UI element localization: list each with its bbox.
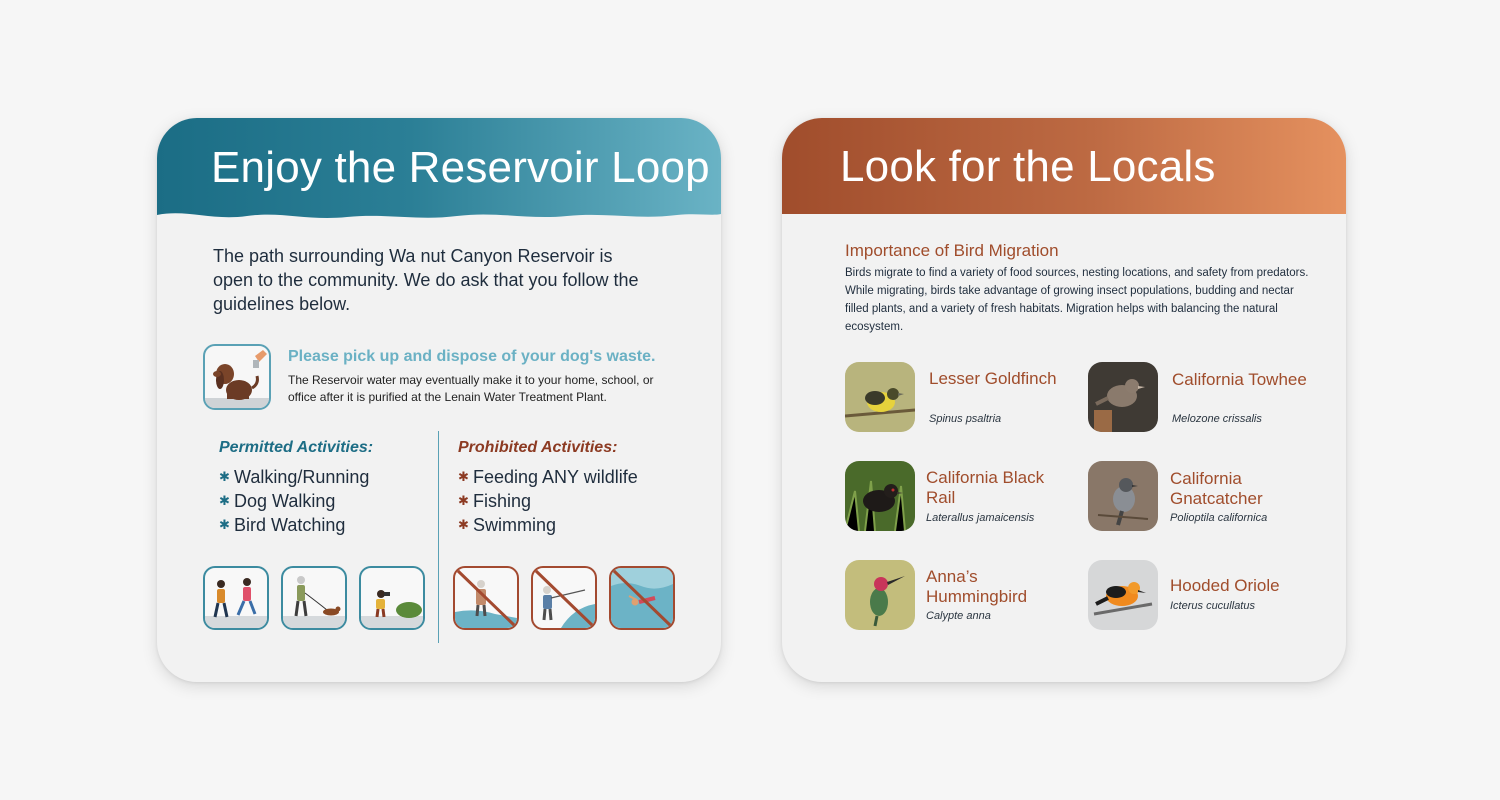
bullet-icon: ✱ bbox=[219, 493, 230, 508]
bird-name: Anna’s Hummingbird bbox=[926, 567, 1028, 606]
bird-name: California Gnatcatcher bbox=[1170, 469, 1263, 508]
dog-waste-icon bbox=[203, 344, 271, 410]
intro-text: The path surrounding Wa nut Canyon Reservoir is open to the community. We do ask that you follow the guidelines below. bbox=[213, 246, 639, 314]
bullet-icon: ✱ bbox=[219, 517, 230, 532]
reservoir-loop-card bbox=[157, 118, 721, 682]
migration-heading: Importance of Bird Migration bbox=[845, 241, 1059, 260]
permitted-activities-title: Permitted Activities: bbox=[219, 439, 374, 456]
no-feeding-wildlife-icon bbox=[453, 566, 519, 630]
bird-watching-icon bbox=[359, 566, 425, 630]
bird-name: Lesser Goldfinch bbox=[929, 369, 1057, 388]
bird-scientific-name: Calypte anna bbox=[926, 610, 991, 622]
list-item: ✱ Walking/Running bbox=[219, 467, 370, 487]
bird-scientific-name: Spinus psaltria bbox=[929, 413, 1002, 425]
reservoir-loop-title: Enjoy the Reservoir Loop bbox=[211, 143, 710, 192]
dog-walking-icon bbox=[281, 566, 347, 630]
bullet-icon: ✱ bbox=[458, 469, 469, 484]
dog-waste-headline: Please pick up and dispose of your dog's waste. bbox=[288, 348, 656, 365]
prohibited-activities-title: Prohibited Activities: bbox=[458, 439, 618, 456]
activities-divider bbox=[438, 431, 439, 643]
bullet-icon: ✱ bbox=[458, 517, 469, 532]
bird-scientific-name: Polioptila californica bbox=[1170, 512, 1268, 524]
list-item: ✱ Swimming bbox=[458, 515, 557, 535]
bird-scientific-name: Icterus cucullatus bbox=[1170, 600, 1255, 612]
bird-scientific-name: Melozone crissalis bbox=[1172, 413, 1262, 425]
hooded-oriole-photo bbox=[1088, 560, 1158, 630]
bird-name: California Black Rail bbox=[926, 468, 1045, 507]
no-swimming-icon bbox=[609, 566, 675, 630]
bird-scientific-name: Laterallus jamaicensis bbox=[926, 512, 1035, 524]
locals-title: Look for the Locals bbox=[840, 142, 1216, 191]
list-item: ✱ Dog Walking bbox=[219, 491, 336, 511]
list-item: ✱ Bird Watching bbox=[219, 515, 346, 535]
walking-running-icon bbox=[203, 566, 269, 630]
list-item: ✱ Fishing bbox=[458, 491, 532, 511]
bullet-icon: ✱ bbox=[219, 469, 230, 484]
locals-header bbox=[782, 118, 1346, 214]
reservoir-loop-header bbox=[157, 118, 721, 222]
list-item: ✱ Feeding ANY wildlife bbox=[458, 467, 638, 487]
migration-body: Birds migrate to find a variety of food sources, nesting locations, and safety from predators. While migrating, birds take advantage of growing insect populations, budding and nectar filled plants, and a variety of fresh habitats. Migration helps with balancing the natural ecosystem. bbox=[845, 267, 1309, 333]
bullet-icon: ✱ bbox=[458, 493, 469, 508]
california-gnatcatcher-photo bbox=[1088, 461, 1158, 531]
permitted-activities-list bbox=[219, 465, 369, 537]
lesser-goldfinch-photo bbox=[845, 362, 915, 432]
dog-waste-body: The Reservoir water may eventually make it to your home, school, or office after it is purified at the Lenain Water Treatment Plant. bbox=[288, 373, 654, 404]
wave-divider bbox=[157, 207, 721, 223]
annas-hummingbird-photo bbox=[845, 560, 915, 630]
bird-name: Hooded Oriole bbox=[1170, 576, 1280, 595]
locals-card bbox=[782, 118, 1346, 682]
california-black-rail-photo bbox=[845, 461, 915, 531]
no-fishing-icon bbox=[531, 566, 597, 630]
california-towhee-photo bbox=[1088, 362, 1158, 432]
bird-name: California Towhee bbox=[1172, 370, 1307, 389]
prohibited-activities-list bbox=[458, 465, 638, 537]
